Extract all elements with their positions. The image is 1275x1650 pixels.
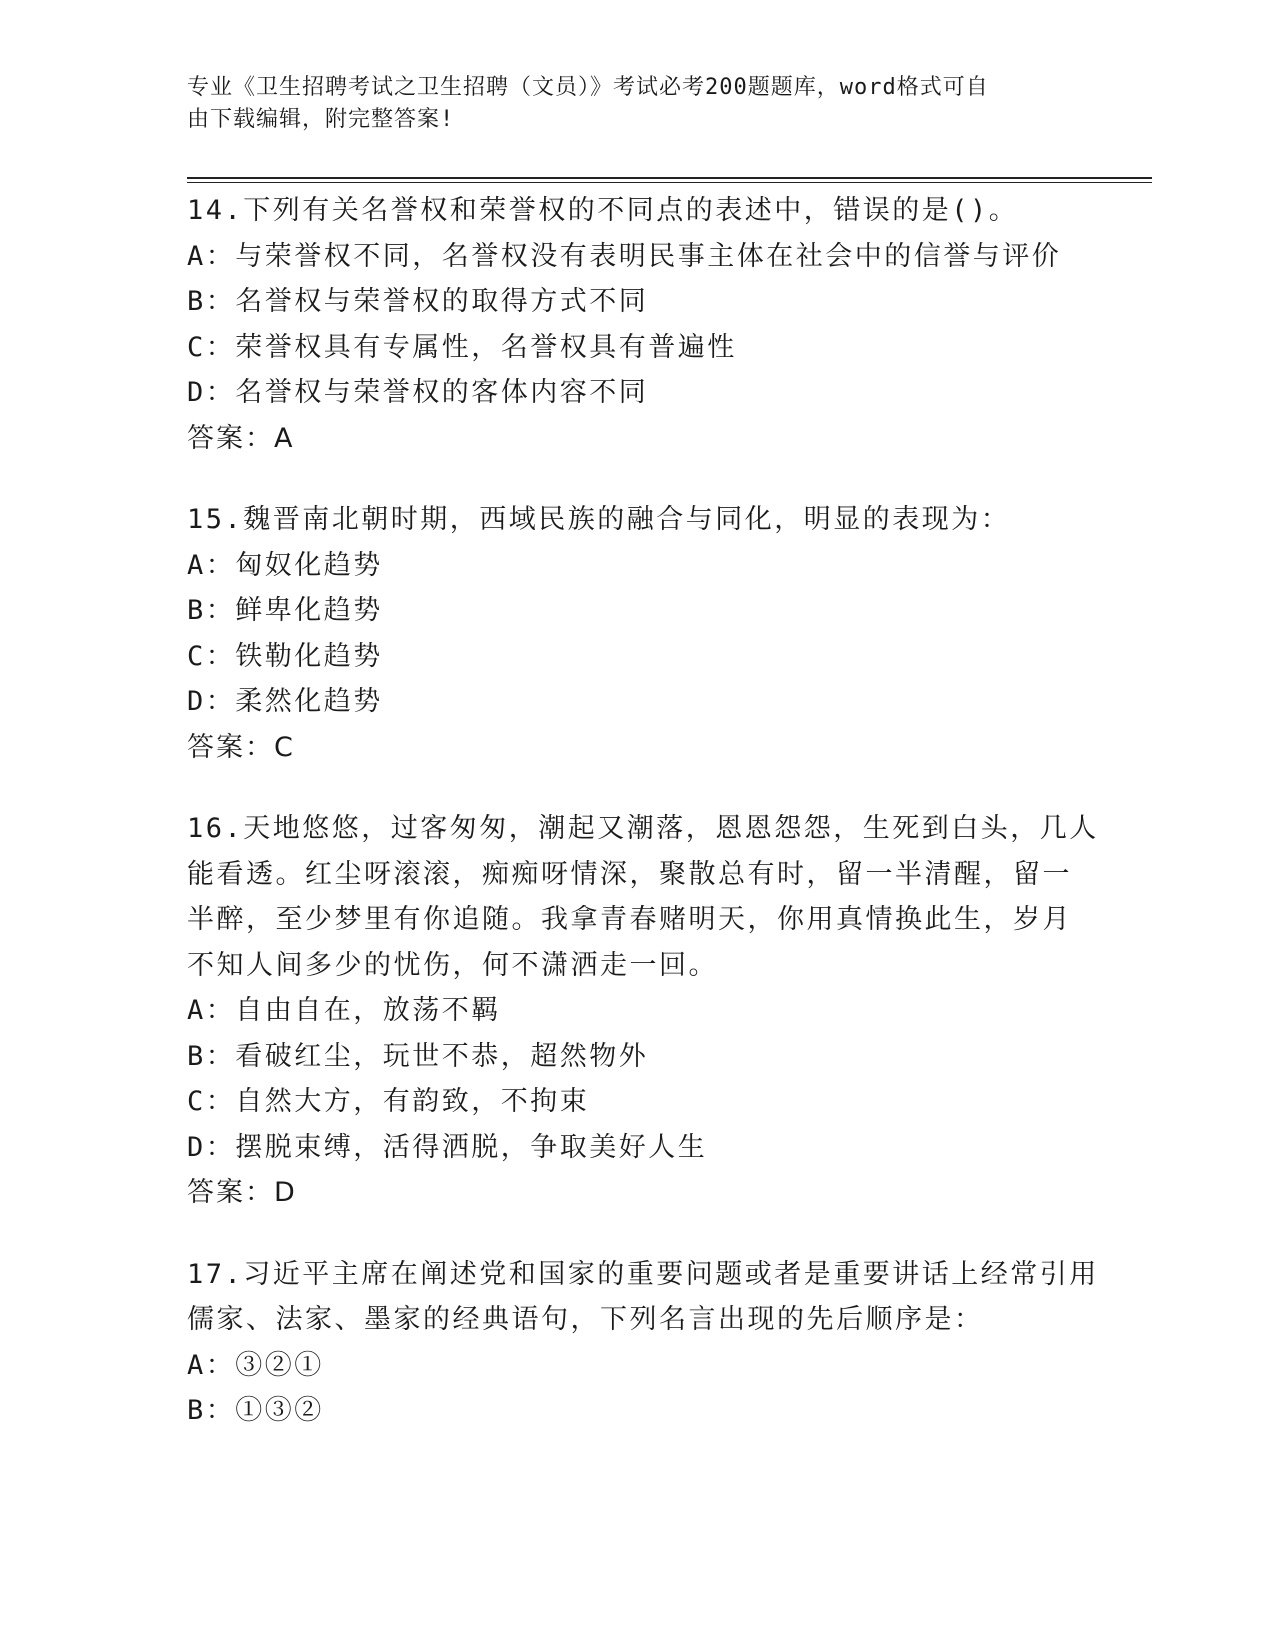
question-16 (187, 806, 1099, 1216)
question-stem-line: 能看透。红尘呀滚滚，痴痴呀情深，聚散总有时，留一半清醒，留一 (187, 858, 1072, 890)
question-stem-line: 半醉，至少梦里有你追随。我拿青春赌明天，你用真情换此生，岁月 (187, 904, 1072, 935)
question-stem-line: 17.习近平主席在阐述党和国家的重要问题或者是重要讲话上经常引用 (187, 1258, 1099, 1290)
option-d: D：柔然化趋势 (187, 686, 383, 717)
document-header (187, 72, 1067, 136)
question-14 (187, 188, 1087, 461)
option-b: B：①③② (187, 1395, 324, 1426)
option-a: A：与荣誉权不同，名誉权没有表明民事主体在社会中的信誉与评价 (187, 240, 1062, 272)
header-line-2: 由下载编辑，附完整答案! (187, 107, 455, 132)
header-rule-thick (187, 177, 1152, 179)
header-line-1: 专业《卫生招聘考试之卫生招聘（文员）》考试必考200题题库，word格式可自 (187, 75, 989, 100)
answer: 答案：D (187, 1177, 297, 1208)
answer: 答案：A (187, 422, 295, 454)
question-stem-line: 15.魏晋南北朝时期，西域民族的融合与同化，明显的表现为： (187, 504, 1011, 535)
option-b: B：看破红尘，玩世不恭，超然物外 (187, 1040, 649, 1072)
option-b: B：名誉权与荣誉权的取得方式不同 (187, 286, 649, 317)
question-stem-line: 14.下列有关名誉权和荣誉权的不同点的表述中，错误的是()。 (187, 195, 1019, 226)
option-d: D：摆脱束缚，活得洒脱，争取美好人生 (187, 1131, 708, 1163)
question-stem-line: 儒家、法家、墨家的经典语句，下列名言出现的先后顺序是： (187, 1304, 984, 1335)
option-a: A：③②① (187, 1349, 324, 1381)
option-c: C：铁勒化趋势 (187, 640, 383, 672)
question-stem (187, 1252, 1099, 1343)
question-stem-line: 16.天地悠悠，过客匆匆，潮起又潮落，恩恩怨怨，生死到白头，几人 (187, 813, 1099, 844)
question-stem (187, 188, 1087, 234)
question-list (187, 188, 1099, 1470)
option-b: B：鲜卑化趋势 (187, 595, 383, 626)
question-17 (187, 1252, 1099, 1434)
option-a: A：匈奴化趋势 (187, 549, 383, 581)
option-d: D：名誉权与荣誉权的客体内容不同 (187, 377, 649, 408)
question-stem (187, 806, 1099, 988)
option-a: A：自由自在，放荡不羁 (187, 995, 501, 1026)
question-15 (187, 497, 1087, 770)
question-stem-line: 不知人间多少的忧伤，何不潇洒走一回。 (187, 949, 718, 981)
header-rule-thin (187, 182, 1152, 183)
question-stem (187, 497, 1087, 543)
option-c: C：自然大方，有韵致，不拘束 (187, 1086, 590, 1117)
option-c: C：荣誉权具有专属性，名誉权具有普遍性 (187, 331, 737, 363)
answer: 答案：C (187, 731, 295, 763)
